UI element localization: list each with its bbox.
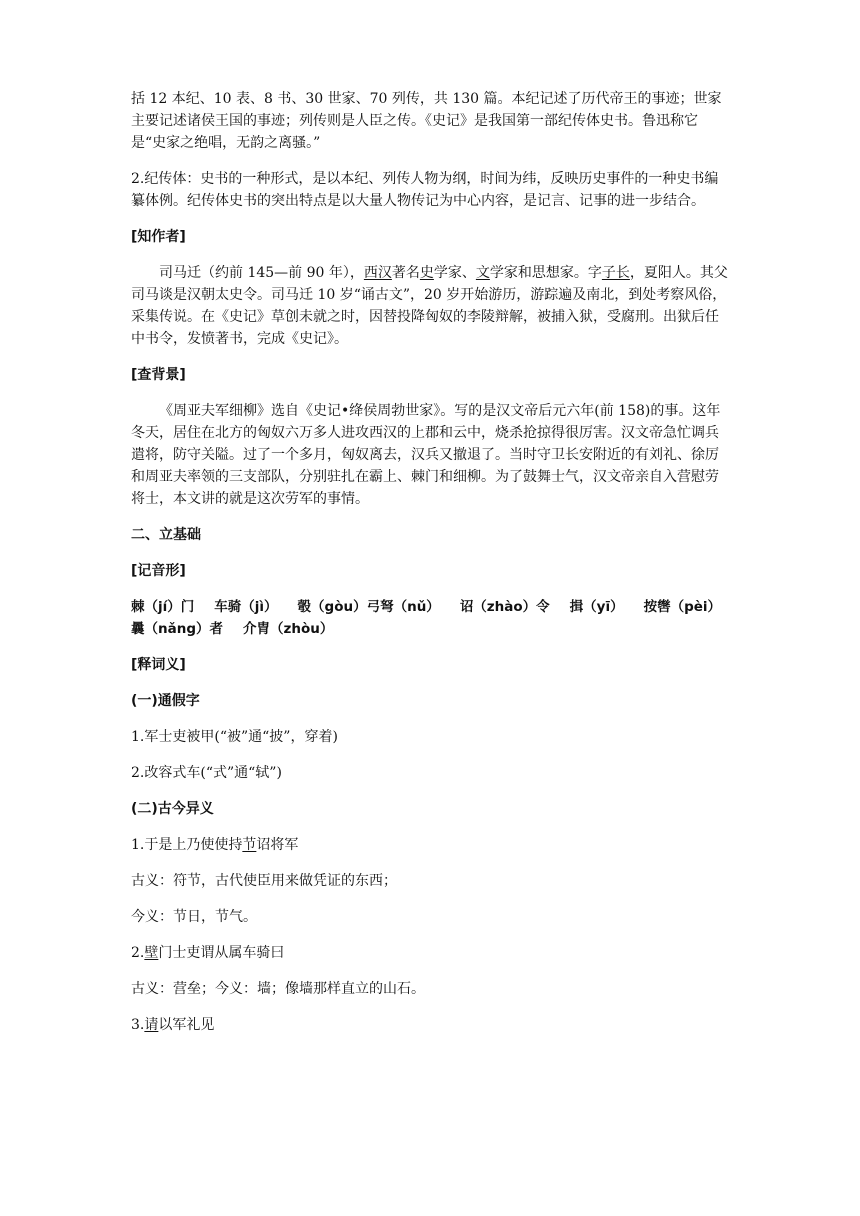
meaning-heading: [释词义] [131,657,186,673]
tongjia-heading: (一)通假字 [131,693,200,709]
gujin-text: 诏将军 [256,837,299,853]
author-text-1: 司马迁（约前 145—前 90 年）， [159,265,364,281]
pinyin-item: 诏（zhào）令 [459,599,550,615]
gujin-item-3 [131,1014,731,1036]
author-underlined-zichang: 子长 [601,265,630,281]
gujin-underlined-word: 请 [144,1017,159,1033]
sound-heading: [记音形] [131,563,186,579]
gujin-item-1 [131,834,731,856]
gujin-heading: (二)古今异义 [131,801,214,817]
author-text-7: 学家和思想家。字 [489,265,602,281]
pinyin-item: 棘（jí）门 [131,599,195,615]
gujin-new-meaning: 今义：节日，节气。 [131,909,257,925]
gujin-text: 2. [131,945,145,961]
gujin-underlined-word: 节 [242,837,257,853]
intro-paragraph-2: 2.纪传体：史书的一种形式，是以本纪、列传人物为纲，时间为纬，反映历史事件的一种史书编纂体例。纪传体史书的突出特点是以大量人物传记为中心内容，是记言、记事的进一步结合。 [131,171,719,209]
gujin-text: 1.于是上乃使使持 [131,837,243,853]
author-paragraph [131,262,731,350]
pinyin-item: 介胄（zhòu） [243,621,334,637]
pinyin-item: 车骑（jì） [214,599,278,615]
gujin-underlined-word: 壁 [144,945,159,961]
foundation-heading: 二、立基础 [131,527,201,543]
author-text-3: 著名 [391,265,420,281]
gujin-old-meaning: 古义：符节，古代使臣用来做凭证的东西； [131,873,397,889]
gujin-text: 3. [131,1017,145,1033]
author-heading: [知作者] [131,229,186,245]
author-underlined-wen: 文 [475,265,490,281]
pinyin-item: 揖（yī） [569,599,624,615]
author-underlined-shi: 史 [419,265,434,281]
pinyin-item: 曩（nǎng）者 [131,621,223,637]
document-page [131,0,731,1050]
tongjia-item: 1.军士吏被甲(“被”通“披”，穿着) [131,729,338,745]
pinyin-item: 彀（gòu）弓弩（nǔ） [297,599,440,615]
gujin-text: 以军礼见 [158,1017,215,1033]
background-paragraph: 《周亚夫军细柳》选自《史记•绛侯周勃世家》。写的是汉文帝后元六年(前 158)的事。这年冬天，居住在北方的匈奴六万多人进攻西汉的上郡和云中，烧杀抢掠得很厉害。汉文帝急忙调兵遣将，防守关隘。过了一个多月，匈奴离去，汉兵又撤退了。当时守卫长安附近的有刘礼、徐厉和周亚夫率领的三支部队，分别驻扎在霸上、棘门和细柳。为了鼓舞士气，汉文帝亲自入营慰劳将士，本文讲的就是这次劳军的事情。 [131,403,721,507]
pinyin-list [131,596,731,640]
author-text-5: 学家、 [433,265,476,281]
background-heading: [查背景] [131,367,186,383]
gujin-text: 门士吏谓从属车骑曰 [158,945,285,961]
tongjia-item: 2.改容式车(“式”通“轼”) [131,765,282,781]
gujin-item-2 [131,942,731,964]
author-underlined-xihan: 西汉 [363,265,392,281]
author-text-9: ，夏阳人。其父司马谈是汉朝太史令。司马迁 10 岁“诵古文”，20 岁开始游历，游踪遍及南北，到处考察风俗，采集传说。在《史记》草创未就之时，因替投降匈奴的李陵辩解，被捕入狱，受腐刑。出狱后任中书令，发愤著书，完成《史记》。 [131,265,728,347]
gujin-definition-2: 古义：营垒；今义：墙；像墙那样直立的山石。 [131,981,425,997]
intro-paragraph-1: 括 12 本纪、10 表、8 书、30 世家、70 列传，共 130 篇。本纪记述了历代帝王的事迹；世家主要记述诸侯王国的事迹；列传则是人臣之传。《史记》是我国第一部纪传体史书。鲁迅称它是“史家之绝唱，无韵之离骚。” [131,91,722,151]
pinyin-item: 按辔（pèi） [643,599,722,615]
